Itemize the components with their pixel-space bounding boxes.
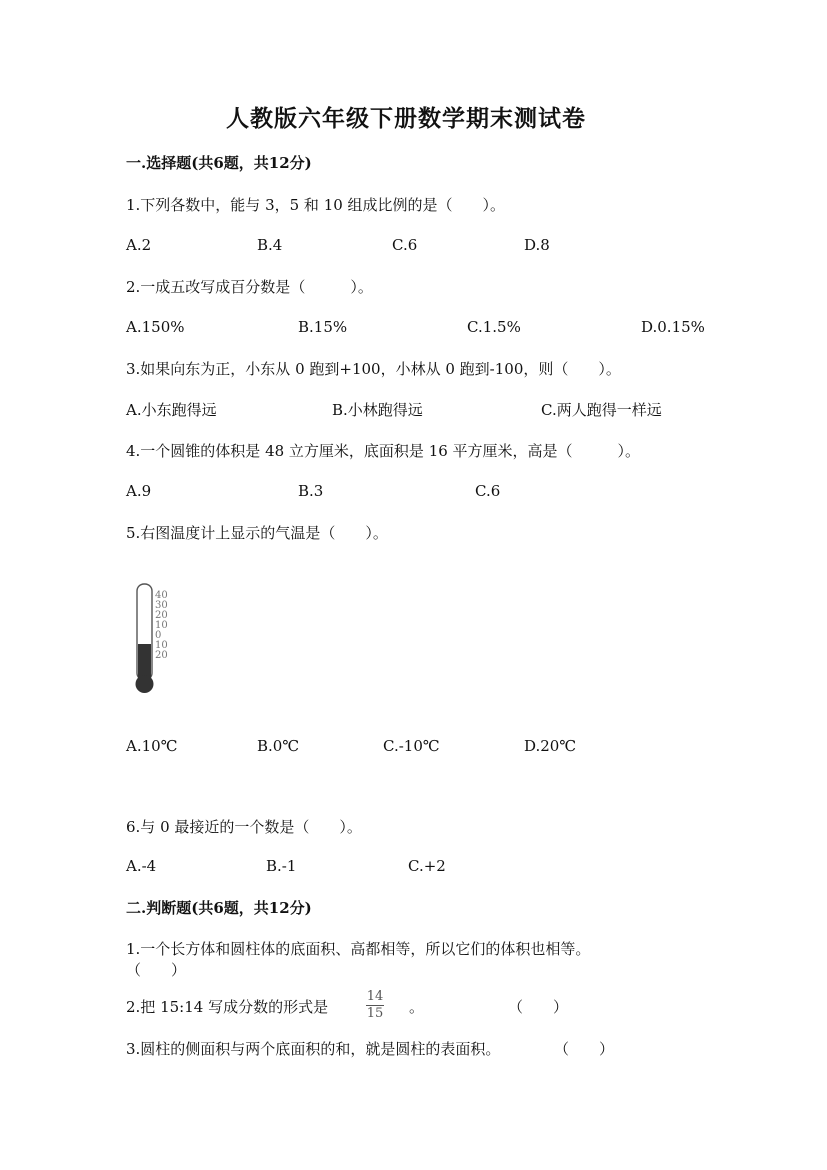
question-2-option-d: D.0.15% (641, 318, 705, 336)
question-3-option-a: A.小东跑得远 (126, 401, 217, 419)
question-2-text: 2.一成五改写成百分数是（ ）。 (126, 278, 373, 296)
judgement-1-answer-paren: （ ） (126, 961, 187, 979)
section-heading-choice: 一.选择题(共6题，共12分) (126, 154, 312, 172)
question-1-option-a: A.2 (126, 236, 152, 254)
judgement-2-end: 。 (409, 998, 425, 1016)
question-6-text: 6.与 0 最接近的一个数是（ ）。 (126, 818, 362, 836)
question-3-option-c: C.两人跑得一样远 (541, 401, 662, 419)
thermometer-tick-label: 20 (155, 650, 168, 661)
thermometer-tick-label: 10 (155, 620, 168, 631)
thermometer-tick-label: 30 (155, 600, 168, 611)
question-4-option-b: B.3 (298, 482, 324, 500)
thermometer-figure (128, 582, 178, 694)
question-5-option-b: B.0℃ (257, 737, 300, 755)
fraction-numerator: 14 (366, 989, 384, 1004)
judgement-3-text: 3.圆柱的侧面积与两个底面积的和，就是圆柱的表面积。 (126, 1040, 501, 1058)
question-1-option-b: B.4 (257, 236, 283, 254)
question-1-text: 1.下列各数中，能与 3，5 和 10 组成比例的是（ ）。 (126, 196, 506, 214)
section-heading-judgement: 二.判断题(共6题，共12分) (126, 899, 312, 917)
thermometer-tick-label: 10 (155, 640, 168, 651)
fraction-denominator: 15 (366, 1006, 384, 1021)
question-6-option-a: A.-4 (126, 857, 157, 875)
thermometer-bulb (136, 675, 154, 693)
judgement-2-fraction (366, 990, 384, 1021)
judgement-2-answer-paren: （ ） (508, 998, 569, 1016)
question-2-option-a: A.150% (126, 318, 185, 336)
thermometer-tick-label: 40 (155, 590, 168, 601)
judgement-2-text: 2.把 15:14 写成分数的形式是 (126, 998, 329, 1016)
question-2-option-c: C.1.5% (467, 318, 521, 336)
question-1-option-d: D.8 (524, 236, 550, 254)
question-6-option-b: B.-1 (266, 857, 297, 875)
page-title: 人教版六年级下册数学期末测试卷 (226, 105, 586, 132)
question-4-option-a: A.9 (126, 482, 152, 500)
thermometer-tick-label: 0 (155, 630, 162, 641)
question-5-option-a: A.10℃ (126, 737, 178, 755)
question-2-option-b: B.15% (298, 318, 348, 336)
question-4-text: 4.一个圆锥的体积是 48 立方厘米，底面积是 16 平方厘米，高是（ ）。 (126, 442, 641, 460)
question-1-option-c: C.6 (392, 236, 418, 254)
thermometer-tick-label: 20 (155, 610, 168, 621)
question-5-option-d: D.20℃ (524, 737, 577, 755)
judgement-3-answer-paren: （ ） (554, 1040, 615, 1058)
question-4-option-c: C.6 (475, 482, 501, 500)
question-5-text: 5.右图温度计上显示的气温是（ ）。 (126, 524, 388, 542)
question-3-option-b: B.小林跑得远 (332, 401, 423, 419)
question-3-text: 3.如果向东为正，小东从 0 跑到+100，小林从 0 跑到-100，则（ ）。 (126, 360, 621, 378)
question-5-option-c: C.-10℃ (383, 737, 440, 755)
judgement-1-text: 1.一个长方体和圆柱体的底面积、高都相等，所以它们的体积也相等。 (126, 940, 591, 958)
question-6-option-c: C.+2 (408, 857, 446, 875)
